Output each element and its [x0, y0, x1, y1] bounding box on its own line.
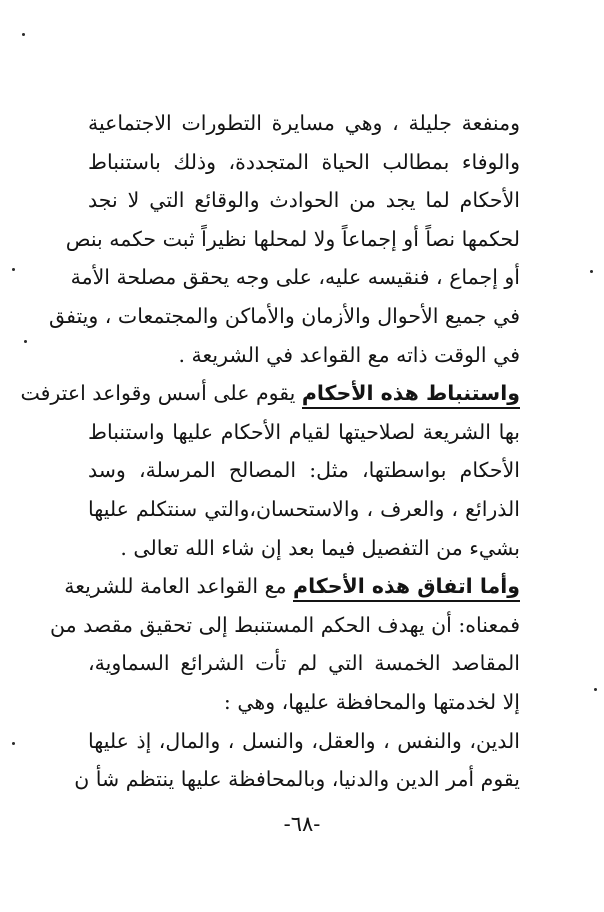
scan-speck — [590, 270, 593, 273]
text-run: مع القواعد العامة للشريعة — [64, 574, 294, 599]
text-line: إلا لخدمتها والمحافظة عليها، وهي : — [223, 689, 520, 714]
inline-heading: واستنباط هذه الأحكام — [302, 381, 520, 409]
text-line: لحكمها نصاً أو إجماعاً ولا لمحلها نظيراً ثبت حكمه بنص — [65, 226, 520, 251]
scan-speck — [24, 340, 27, 343]
paragraph-opening-line — [20, 374, 520, 413]
text-line: الأحكام لما يجد من الحوادث والوقائع التي لا نجد — [88, 188, 520, 213]
body-text — [20, 104, 520, 799]
text-line: أو إجماع ، فنقيسه عليه، على وجه يحقق مصلحة الأمة — [70, 265, 520, 290]
text-run: يقوم على أسس وقواعد اعترفت — [20, 381, 302, 406]
scan-speck — [12, 268, 15, 271]
inline-heading: وأما اتفاق هذه الأحكام — [293, 574, 520, 602]
text-line: ومنفعة جليلة ، وهي مسايرة التطورات الاجتماعية — [88, 111, 520, 135]
text-line: الدين، والنفس ، والعقل، والنسل ، والمال، إذ عليها — [88, 728, 520, 753]
text-line: بها الشريعة لصلاحيتها لقيام الأحكام عليها واستنباط — [88, 419, 520, 444]
scan-speck — [12, 742, 15, 745]
text-line: في جميع الأحوال والأزمان والأماكن والمجتمعات ، ويتفق — [49, 303, 520, 328]
page-number: -٦٨- — [283, 812, 321, 836]
text-line: الأحكام بواسطتها، مثل: المصالح المرسلة، وسد — [88, 458, 520, 483]
text-line: والوفاء بمطالب الحياة المتجددة، وذلك باستنباط — [88, 149, 520, 174]
scan-speck — [594, 688, 597, 691]
text-line: الذرائع ، والعرف ، والاستحسان،والتي سنتكلم عليها — [88, 496, 520, 521]
text-line: المقاصد الخمسة التي لم تأت الشرائع السماوية، — [88, 651, 520, 676]
text-line: في الوقت ذاته مع القواعد في الشريعة . — [178, 342, 520, 367]
text-line: يقوم أمر الدين والدنيا، وبالمحافظة عليها ينتظم شأ ن — [74, 767, 520, 792]
text-line: بشيء من التفصيل فيما بعد إن شاء الله تعالى . — [120, 535, 520, 560]
scan-speck — [22, 33, 25, 36]
text-line: فمعناه: أن يهدف الحكم المستنبط إلى تحقيق مقصد من — [50, 612, 520, 637]
paragraph-opening-line — [64, 567, 520, 606]
